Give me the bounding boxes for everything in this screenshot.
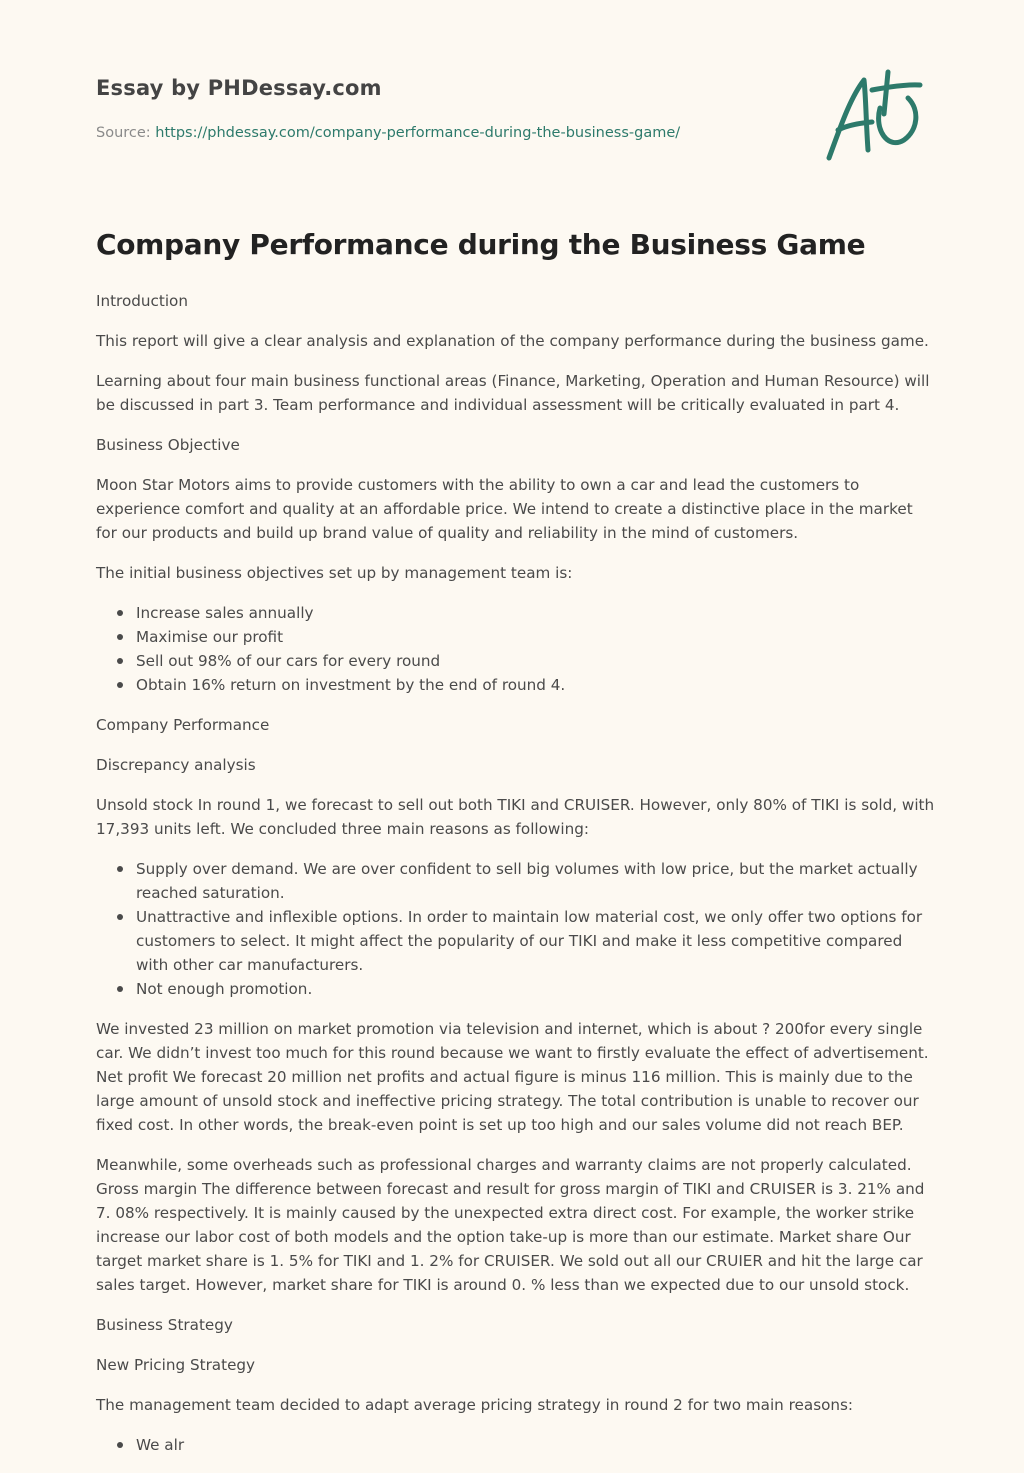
bullet-icon xyxy=(117,986,123,992)
paragraph: Business Objective xyxy=(96,436,240,454)
list-item-text: Obtain 16% return on investment by the end of round 4. xyxy=(136,676,566,694)
bullet-icon xyxy=(117,634,123,640)
source-line xyxy=(96,125,680,141)
site-brand: Essay by PHDessay.com xyxy=(96,76,382,100)
list-item xyxy=(136,625,936,649)
list-item-text: Maximise our profit xyxy=(136,628,284,646)
list-item-text: Unattractive and inflexible options. In order to maintain low material cost, we only offer two options for customers to select. It might affect the popularity of our TIKI and make it less competitive compared with other car manufacturers. xyxy=(136,908,923,974)
paragraph: Discrepancy analysis xyxy=(96,756,256,774)
bullet-list xyxy=(96,1433,936,1457)
bullet-icon xyxy=(117,914,123,920)
bullet-list xyxy=(96,857,936,1001)
list-item-text: We alr xyxy=(136,1436,185,1454)
list-item xyxy=(136,649,936,673)
paragraph: Company Performance xyxy=(96,716,270,734)
bullet-icon xyxy=(117,866,123,872)
list-item-text: Supply over demand. We are over confident to sell big volumes with low price, but the market actually reached saturation. xyxy=(136,860,918,902)
paragraph: Learning about four main business functional areas (Finance, Marketing, Operation and Human Resource) will be discussed in part 3. Team performance and individual assessment will be critically evaluated in part 4. xyxy=(96,372,930,414)
list-item xyxy=(136,857,936,905)
paragraph: Meanwhile, some overheads such as professional charges and warranty claims are not properly calculated. Gross margin The difference between forecast and result for gross margin of TIKI and CRUISER is 3. 21% and 7. 08% respectively. It is mainly caused by the unexpected extra direct cost. For example, the worker strike increase our labor cost of both models and the option take-up is more than our estimate. Market share Our target market share is 1. 5% for TIKI and 1. 2% for CRUISER. We sold out all our CRUIER and hit the large car sales target. However, market share for TIKI is around 0. % less than we expected due to our unsold stock. xyxy=(96,1156,925,1294)
paragraph: The management team decided to adapt average pricing strategy in round 2 for two main reasons: xyxy=(96,1396,854,1414)
source-label: Source: xyxy=(96,125,156,141)
page-header xyxy=(96,76,928,141)
paragraph: Unsold stock In round 1, we forecast to sell out both TIKI and CRUISER. However, only 80% of TIKI is sold, with 17,393 units left. We concluded three main reasons as following: xyxy=(96,796,935,838)
paragraph: The initial business objectives set up by management team is: xyxy=(96,564,573,582)
list-item xyxy=(136,601,936,625)
bullet-icon xyxy=(117,682,123,688)
bullet-icon xyxy=(117,658,123,664)
bullet-icon xyxy=(117,1442,123,1448)
a-plus-logo-icon xyxy=(820,68,930,168)
list-item-text: Not enough promotion. xyxy=(136,980,313,998)
paragraph: Moon Star Motors aims to provide customers with the ability to own a car and lead the customers to experience comfort and quality at an affordable price. We intend to create a distinctive place in the market for our products and build up brand value of quality and reliability in the mind of customers. xyxy=(96,476,913,542)
bullet-list xyxy=(96,601,936,697)
list-item-text: Increase sales annually xyxy=(136,604,314,622)
list-item xyxy=(136,905,936,977)
list-item xyxy=(136,673,936,697)
list-item xyxy=(136,977,936,1001)
article xyxy=(96,225,936,1473)
paragraph: New Pricing Strategy xyxy=(96,1356,256,1374)
paragraph: We invested 23 million on market promotion via television and internet, which is about ? 200for every single car. We didn’t invest too much for this round because we want to firstly evaluate the effect of advertisement. Net profit We forecast 20 million net profits and actual figure is minus 116 million. This is mainly due to the large amount of unsold stock and ineffective pricing strategy. The total contribution is unable to recover our fixed cost. In other words, the break-even point is set up too high and our sales volume did not reach BEP. xyxy=(96,1020,929,1134)
paragraph: Business Strategy xyxy=(96,1316,233,1334)
article-title: Company Performance during the Business Game xyxy=(96,228,866,261)
list-item xyxy=(136,1433,936,1457)
article-body xyxy=(96,289,936,1457)
bullet-icon xyxy=(117,610,123,616)
list-item-text: Sell out 98% of our cars for every round xyxy=(136,652,441,670)
source-link[interactable]: https://phdessay.com/company-performance-during-the-business-game/ xyxy=(155,125,681,141)
paragraph: This report will give a clear analysis and explanation of the company performance during the business game. xyxy=(96,332,929,350)
paragraph: Introduction xyxy=(96,292,188,310)
